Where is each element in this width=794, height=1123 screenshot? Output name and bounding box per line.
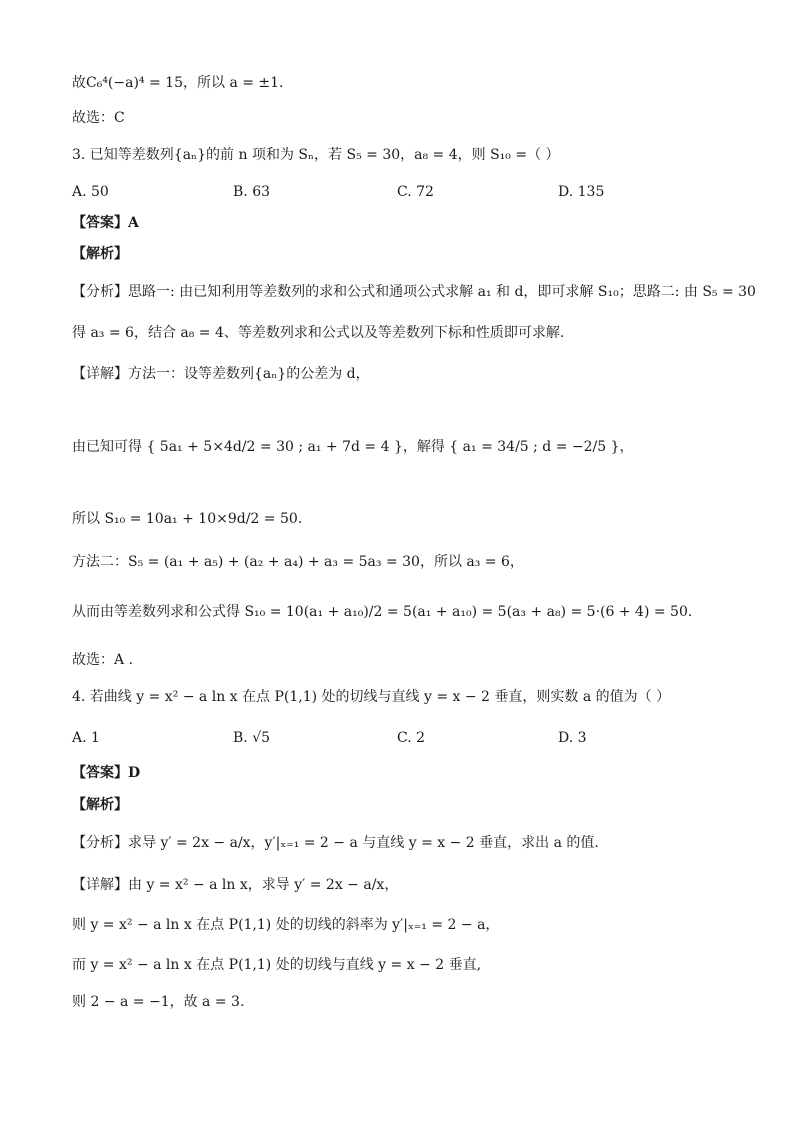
q3-option-a: A. 50: [72, 184, 109, 200]
q4-option-c: C. 2: [397, 730, 426, 746]
analysis-label: 【解析】: [72, 246, 128, 262]
analysis-label: 【解析】: [72, 797, 128, 813]
q4-option-b: B. √5: [233, 730, 271, 746]
text-line: 【分析】思路一: 由已知利用等差数列的求和公式和通项公式求解 a₁ 和 d，即可求解 S₁₀；思路二: 由 S₅ = 30: [72, 284, 756, 300]
q4-option-d: D. 3: [558, 730, 587, 746]
text-line: 故选：A .: [72, 652, 134, 668]
text-line: 【详解】由 y = x² − a ln x，求导 y′ = 2x − a/x，: [72, 877, 399, 893]
text-line: 所以 S₁₀ = 10a₁ + 10×9d/2 = 50.: [72, 511, 303, 527]
question-3: 3. 已知等差数列{aₙ}的前 n 项和为 Sₙ，若 S₅ = 30，a₈ = 4，则 S₁₀ =（ ）: [72, 147, 560, 163]
text-line: 则 2 − a = −1，故 a = 3.: [72, 994, 245, 1010]
question-4: 4. 若曲线 y = x² − a ln x 在点 P(1,1) 处的切线与直线 y = x − 2 垂直，则实数 a 的值为（ ）: [72, 689, 671, 705]
text-line: 得 a₃ = 6，结合 a₈ = 4、等差数列求和公式以及等差数列下标和性质即可求解.: [72, 325, 565, 341]
q4-option-a: A. 1: [72, 730, 100, 746]
text-line: 从而由等差数列求和公式得 S₁₀ = 10(a₁ + a₁₀)/2 = 5(a₁ + a₁₀) = 5(a₃ + a₈) = 5·(6 + 4) = 50.: [72, 604, 693, 620]
equation-system: 由已知可得 { 5a₁ + 5×4d/2 = 30 ; a₁ + 7d = 4 }，解得 { a₁ = 34/5 ; d = −2/5 }，: [72, 439, 634, 455]
text-line: 方法二：S₅ = (a₁ + a₅) + (a₂ + a₄) + a₃ = 5a₃ = 30，所以 a₃ = 6，: [72, 554, 524, 570]
q3-option-c: C. 72: [397, 184, 434, 200]
answer-label: 【答案】D: [72, 765, 141, 781]
text-line: 则 y = x² − a ln x 在点 P(1,1) 处的切线的斜率为 y′|ₓ₌₁ = 2 − a，: [72, 917, 500, 933]
text-line: 而 y = x² − a ln x 在点 P(1,1) 处的切线与直线 y = x − 2 垂直,: [72, 957, 482, 973]
q3-option-d: D. 135: [558, 184, 605, 200]
answer-label: 【答案】A: [72, 215, 139, 231]
text-line: 故C₆⁴(−a)⁴ = 15，所以 a = ±1.: [72, 75, 284, 91]
text-line: 【分析】求导 y′ = 2x − a/x，y′|ₓ₌₁ = 2 − a 与直线 y = x − 2 垂直，求出 a 的值.: [72, 835, 599, 851]
text-line: 故选：C: [72, 110, 125, 126]
q3-option-b: B. 63: [233, 184, 271, 200]
text-line: 【详解】方法一：设等差数列{aₙ}的公差为 d，: [72, 366, 370, 382]
